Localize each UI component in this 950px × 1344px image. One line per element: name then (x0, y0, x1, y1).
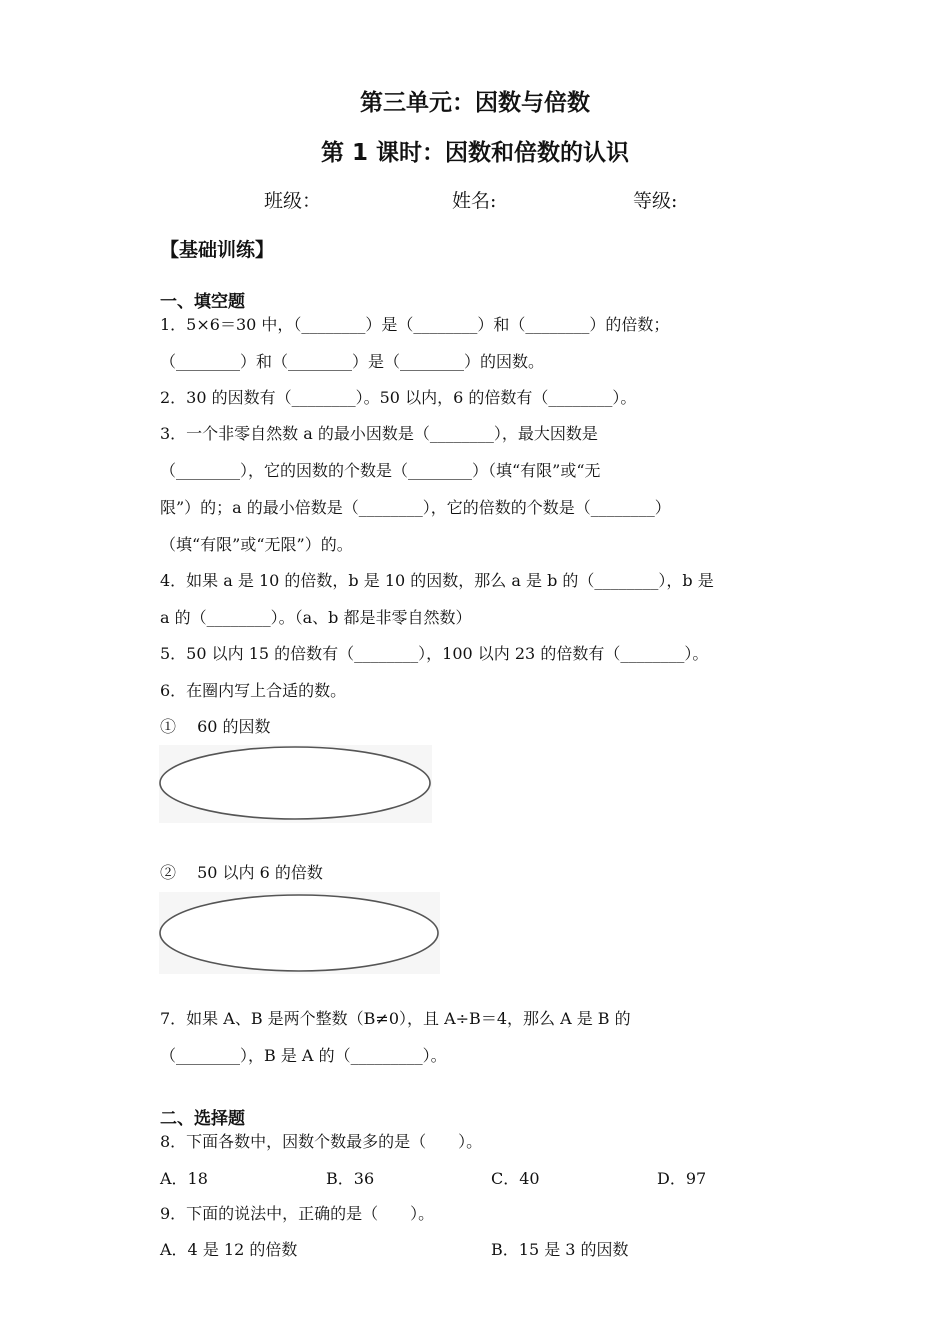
class-label: 班级： (264, 190, 322, 212)
ellipse-shape (159, 892, 440, 974)
question-9: 9．下面的说法中，正确的是（ ）。 (160, 1204, 435, 1223)
question-line: 6．在圈内写上合适的数。 (160, 681, 347, 700)
q8-option-b[interactable]: B．36 (326, 1169, 375, 1188)
question-line: （________），它的因数的个数是（________）（填“有限”或“无 (160, 461, 601, 480)
question-line: 4．如果 a 是 10 的倍数，b 是 10 的因数，那么 a 是 b 的（________），b 是 (160, 571, 714, 590)
q9-option-b[interactable]: B．15 是 3 的因数 (491, 1240, 629, 1259)
q9-option-a[interactable]: A．4 是 12 的倍数 (160, 1240, 298, 1259)
section-fill-in-title: 一、填空题 (160, 292, 245, 312)
question-line: 5．50 以内 15 的倍数有（________），100 以内 23 的倍数有（________）。 (160, 644, 709, 663)
ellipse-shape (159, 745, 432, 823)
unit-title: 第三单元：因数与倍数 (360, 90, 590, 116)
question-line: a 的（________）。（a、b 都是非零自然数） (160, 608, 472, 627)
q8-option-a[interactable]: A．18 (160, 1169, 208, 1188)
q8-option-c[interactable]: C．40 (491, 1169, 540, 1188)
question-line: （填“有限”或“无限”）的。 (160, 535, 353, 554)
question-line: （________），B 是 A 的（_________）。 (160, 1046, 447, 1065)
question-line: 7．如果 A、B 是两个整数（B≠0），且 A÷B＝4，那么 A 是 B 的 (160, 1009, 631, 1028)
q8-option-d[interactable]: D．97 (657, 1169, 707, 1188)
answer-ellipse-2[interactable] (159, 892, 440, 974)
question-line: 限”）的；a 的最小倍数是（________），它的倍数的个数是（________） (160, 498, 671, 517)
name-label: 姓名: (452, 190, 497, 212)
circle-1-label: ① 60 的因数 (160, 717, 271, 736)
question-line: 2．30 的因数有（________）。50 以内，6 的倍数有（________）。 (160, 388, 637, 407)
question-line: 1．5×6＝30 中，（________）是（________）和（________）的倍数； (160, 315, 670, 334)
question-line: （________）和（________）是（________）的因数。 (160, 352, 545, 371)
circle-2-label: ② 50 以内 6 的倍数 (160, 863, 323, 882)
basic-training-banner: 【基础训练】 (160, 239, 275, 261)
lesson-title: 第 1 课时：因数和倍数的认识 (320, 140, 630, 166)
answer-ellipse-1[interactable] (159, 745, 432, 823)
grade-label: 等级: (633, 190, 678, 212)
question-line: 3．一个非零自然数 a 的最小因数是（________），最大因数是 (160, 424, 598, 443)
question-8: 8．下面各数中，因数个数最多的是（ ）。 (160, 1132, 483, 1151)
section-choice-title: 二、选择题 (160, 1109, 245, 1129)
